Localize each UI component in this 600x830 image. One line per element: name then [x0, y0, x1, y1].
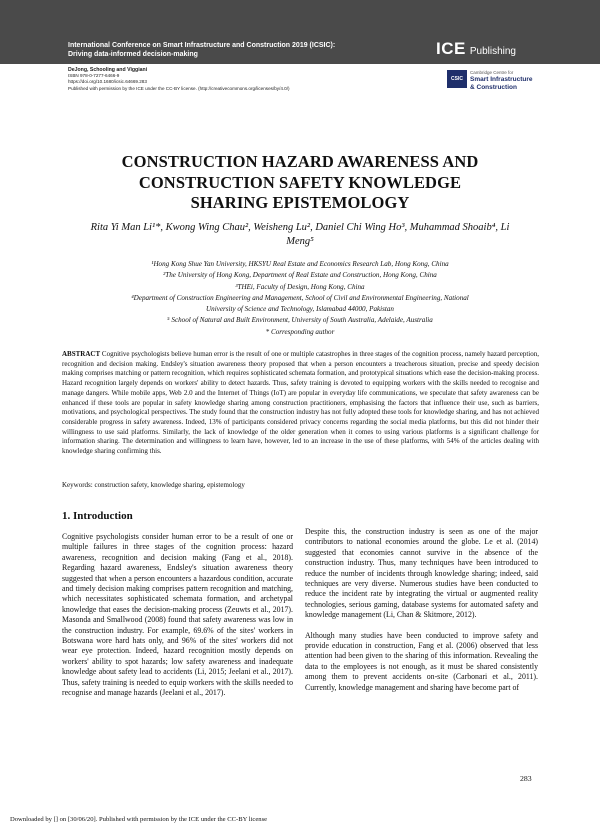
abstract-text: Cognitive psychologists believe human error is the result of one or multiple catastrophes in three stages of the cognition process, namely hazard perception, recognition and decision making. Endsley's situation awareness theory proposed that when a person encounters a treacherous situation, precise and speedy decision making comprises matching or pattern recognition, which requires sophisticated schemata formation, and prototypical situations which ease the decision-making process. Hazard recognition largely depends on workers' ability to detect hazards. Thus, safety training is devoted to equipping workers with the skills needed to recognise and manage dangers. While mobile apps, Web 2.0 and the Internet of Things (IoT) are popular in everyday life communications, we speculate that safety awareness can be enhanced if these tools are popular in safety knowledge sharing among construction practitioners, emphasising the factors that influence their use, such as barriers, motivations, and psychological perspectives. The study found that the construction industry has not fully adopted these tools for knowledge sharing, and has not achieved considerable progress in safety awareness. Indeed, 13% of participants considered privacy concerns regarding the social media platforms, but this did not hinder their willingness to use said platforms. Similarly, the lack of knowledge of the older generation when it comes to using various platforms is a significant challenge for information sharing. The determination and willingness to learn have, however, led to an increase in the use of these platforms, with 54% of the articles dealing with knowledge sharing confirming this. [62, 350, 539, 456]
ice-logo-text: ICE [436, 39, 466, 58]
title-line1: CONSTRUCTION HAZARD AWARENESS AND [121, 152, 479, 171]
affiliation-line: ⁴Department of Construction Engineering and Management, School of Civil and Environmental Engineering, National [131, 293, 469, 302]
affiliation-line: University of Science and Technology, Islamabad 44000, Pakistan [206, 305, 394, 314]
affiliation-line: ²The University of Hong Kong, Department of Real Estate and Construction, Hong Kong, China [163, 271, 437, 280]
conference-title [68, 41, 428, 59]
ice-publishing-logo [436, 41, 516, 57]
keywords: Keywords: construction safety, knowledge sharing, epistemology [62, 481, 245, 489]
csic-name-line2: & Construction [470, 83, 517, 91]
section-heading-introduction: 1. Introduction [62, 510, 133, 522]
authors-line1: Rita Yi Man Li¹*, Kwong Wing Chau², Weisheng Lu², Daniel Chi Wing Ho³, Muhammad Shoaib⁴, Li [90, 222, 510, 233]
body-paragraph: Cognitive psychologists consider human error to be a result of one or multiple failures in three stages of the cognition process: hazard awareness, recognition and decision making (Fang et al., 2018). Regarding hazard awareness, Endsley's situation awareness theory suggested that when a person encounters a hazardous condition, accurate and timely decision making comprises pattern recognition and matching, which necessitates sophisticated schemata formation, and archetypal knowledge that eases the decision-making process (Zeuwts et al., 2017). Masonda and Smallwood (2008) found that safety awareness was low in the construction industry. For example, 69.6% of the sites' workers in Botswana wore hard hats only, and 96% of the sites' workers did not wear eye protection. Indeed, hazard recognition mostly depends on workers' ability to spot hazards; low safety awareness and inadequate knowledge about safety lead to accidents (Li, 2015; Jeelani et al., 2017). Thus, safety training is needed to equip workers with the skills needed to recognise and manage hazards (Jeelani et al., 2017). [62, 532, 293, 698]
isbn: ISBN 978-0-7277-6466-9 [68, 73, 120, 79]
conference-title-line1: International Conference on Smart Infrastructure and Construction 2019 (ICSIC): [68, 42, 336, 49]
publication-meta [68, 67, 428, 92]
title-line3: SHARING EPISTEMOLOGY [190, 193, 410, 212]
author-list [70, 221, 530, 249]
csic-name-line1: Smart Infrastructure [470, 76, 533, 83]
csic-logo [447, 70, 557, 98]
csic-name [470, 76, 560, 91]
csic-logo-icon: CSIC [447, 70, 467, 88]
doi-link[interactable]: https://doi.org/10.1680/icsic.64669.283 [68, 79, 147, 85]
affiliation-line: ³THEi, Faculty of Design, Hong Kong, China [235, 282, 365, 291]
body-paragraph: Despite this, the construction industry is seen as one of the major contributors to national economies around the globe. Le et al. (2014) suggested that economies cannot survive in the absence of the construction industry. Thus, many techniques have been introduced to reduce the number of incidents through knowledge sharing; indeed, said techniques are very diverse. Numerous studies have been conducted to reduce the incident rate by integrating the virtual or augmented reality technologies, serious gaming, database systems for automated safety and knowledge management (Li, Chan & Skitmore, 2012). [305, 527, 538, 620]
right-column [305, 527, 538, 693]
paper-title [80, 152, 520, 214]
affiliation-line: ¹Hong Kong Shue Yan University, HKSYU Real Estate and Economics Research Lab, Hong Kong, China [151, 260, 449, 268]
left-column [62, 532, 293, 699]
authors-line2: Meng⁵ [286, 236, 314, 247]
conference-title-line2: Driving data-informed decision-making [68, 51, 198, 58]
editors: DeJong, Schooling and Viggiani [68, 67, 148, 73]
publishing-text: Publishing [469, 46, 516, 57]
csic-top-text: Cambridge Centre for [470, 70, 514, 75]
corresponding-author-note: * Corresponding author [265, 327, 335, 336]
affiliation-line: ⁵ School of Natural and Built Environment, University of South Australia, Adelaide, Australia [167, 316, 433, 325]
affiliations [70, 259, 530, 338]
abstract [62, 350, 539, 457]
header-band [0, 0, 600, 64]
body-paragraph: Although many studies have been conducted to improve safety and provide education in construction, Fang et al. (2006) observed that less attention had been given to the sharing of this information. Revealing the data to the employees is not enough, as it must be shared consistently among them to prevent accidents on-site (Carbonari et al., 2011). Currently, knowledge management and sharing have become part of [305, 630, 538, 692]
page-number: 283 [520, 774, 532, 783]
download-footer: Downloaded by [] on [30/06/20]. Published with permission by the ICE under the CC-BY license [10, 816, 268, 823]
abstract-label: ABSTRACT [62, 350, 101, 358]
title-line2: CONSTRUCTION SAFETY KNOWLEDGE [138, 172, 462, 192]
license-note: Published with permission by the ICE under the CC-BY license. (http://creativecommons.org/licenses/by/4.0/) [68, 85, 290, 91]
